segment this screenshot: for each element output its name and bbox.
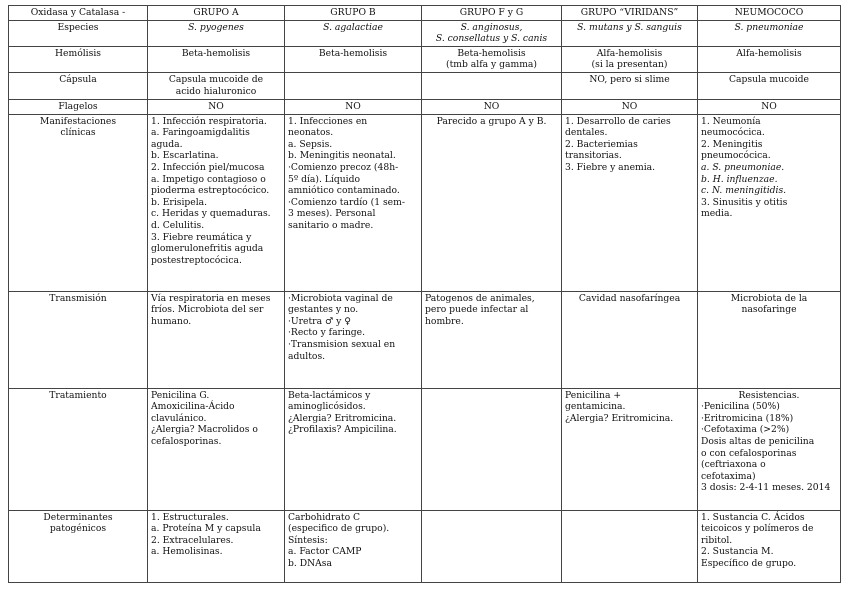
tratamiento-neumococo-title: Resistencias. bbox=[738, 389, 800, 401]
tratamiento-a bbox=[148, 388, 285, 510]
manifestaciones-row bbox=[9, 114, 841, 291]
transmision-b-line: adultos. bbox=[288, 350, 326, 362]
manifestaciones-viridans-line: 1. Desarrollo de caries bbox=[565, 115, 671, 127]
manifestaciones-neumococo-line: media. bbox=[701, 208, 733, 220]
capsula-label: Cápsula bbox=[9, 72, 148, 99]
transmision-b-line: ·Transmision sexual en bbox=[288, 338, 396, 350]
especies-b: S. agalactiae bbox=[285, 20, 422, 46]
manifestaciones-b bbox=[285, 114, 422, 291]
hemolisis-label: Hemólisis bbox=[9, 46, 148, 72]
flagelos-b: NO bbox=[285, 99, 422, 114]
especies-a: S. pyogenes bbox=[148, 20, 285, 46]
flagelos-a: NO bbox=[148, 99, 285, 114]
hemolisis-row bbox=[9, 46, 841, 72]
determinantes-a-line: 2. Extracelulares. bbox=[151, 534, 234, 546]
transmision-fg-line: pero puede infectar al bbox=[425, 304, 529, 316]
determinantes-neumococo-line: 1. Sustancia C. Ácidos bbox=[701, 511, 805, 523]
hemolisis-fg-line-1: Beta-hemolisis bbox=[457, 47, 526, 59]
flagelos-neumococo: NO bbox=[698, 99, 841, 114]
hemolisis-viridans bbox=[562, 46, 698, 72]
transmision-b bbox=[285, 291, 422, 388]
determinantes-b bbox=[285, 510, 422, 582]
transmision-label: Transmisión bbox=[9, 291, 148, 388]
manifestaciones-b-line: 3 meses). Personal bbox=[288, 208, 376, 220]
manifestaciones-a-line: 3. Fiebre reumática y bbox=[151, 231, 252, 243]
tratamiento-b-line: ¿Profilaxis? Ampicilina. bbox=[288, 424, 397, 436]
flagelos-row bbox=[9, 99, 841, 114]
manifestaciones-a-line: pioderma estreptocócico. bbox=[151, 185, 270, 197]
especies-fg bbox=[422, 20, 562, 46]
determinantes-label-line-2: patogénicos bbox=[49, 523, 107, 535]
tratamiento-a-line: Amoxicilina-Ácido bbox=[151, 401, 235, 413]
especies-fg-line-2: S. consellatus y S. canis bbox=[435, 33, 548, 45]
manifestaciones-a-line: a. Faringoamigdalitis bbox=[151, 127, 250, 139]
flagelos-label: Flagelos bbox=[9, 99, 148, 114]
capsula-a-line-2: acido hialuronico bbox=[175, 85, 257, 97]
especies-row bbox=[9, 20, 841, 46]
tratamiento-b-line: Beta-lactámicos y bbox=[288, 389, 371, 401]
hemolisis-fg-line-2: (tmb alfa y gamma) bbox=[446, 59, 537, 71]
determinantes-b-line: Síntesis: bbox=[288, 534, 328, 546]
transmision-b-line: ·Microbiota vaginal de bbox=[288, 292, 393, 304]
manifestaciones-b-line: sanitario o madre. bbox=[288, 219, 374, 231]
transmision-a bbox=[148, 291, 285, 388]
manifestaciones-viridans-line: 2. Bacteriemias bbox=[565, 138, 638, 150]
hemolisis-viridans-line-2: (si la presentan) bbox=[591, 59, 668, 71]
header-group-b: GRUPO B bbox=[285, 6, 422, 21]
tratamiento-viridans bbox=[562, 388, 698, 510]
tratamiento-viridans-line: ¿Alergia? Eritromicina. bbox=[565, 412, 674, 424]
capsula-row bbox=[9, 72, 841, 99]
determinantes-row bbox=[9, 510, 841, 582]
tratamiento-neumococo-line: ·Cefotaxima (>2%) bbox=[701, 424, 790, 436]
manifestaciones-neumococo-line: c. N. meningitidis. bbox=[701, 185, 787, 197]
capsula-b bbox=[285, 72, 422, 99]
especies-fg-line-1: S. anginosus, bbox=[460, 21, 523, 33]
manifestaciones-a bbox=[148, 114, 285, 291]
transmision-fg bbox=[422, 291, 562, 388]
tratamiento-b bbox=[285, 388, 422, 510]
manifestaciones-fg: Parecido a grupo A y B. bbox=[422, 114, 562, 291]
especies-neumococo: S. pneumoniae bbox=[698, 20, 841, 46]
tratamiento-neumococo-line: o con cefalosporinas bbox=[701, 447, 797, 459]
determinantes-label-line-1: Determinantes bbox=[43, 511, 113, 523]
tratamiento-neumococo-line: Dosis altas de penicilina bbox=[701, 435, 815, 447]
manifestaciones-b-line: a. Sepsis. bbox=[288, 138, 333, 150]
especies-viridans: S. mutans y S. sanguis bbox=[562, 20, 698, 46]
determinantes-viridans bbox=[562, 510, 698, 582]
determinantes-b-line: b. DNAsa bbox=[288, 557, 332, 569]
determinantes-neumococo bbox=[698, 510, 841, 582]
manifestaciones-b-line: 1. Infecciones en bbox=[288, 115, 368, 127]
manifestaciones-viridans-line: dentales. bbox=[565, 127, 608, 139]
manifestaciones-b-line: amniótico contaminado. bbox=[288, 185, 400, 197]
tratamiento-label: Tratamiento bbox=[9, 388, 148, 510]
hemolisis-a: Beta-hemolisis bbox=[148, 46, 285, 72]
tratamiento-a-line: cefalosporinas. bbox=[151, 435, 222, 447]
determinantes-a-line: a. Proteína M y capsula bbox=[151, 523, 261, 535]
transmision-a-line: humano. bbox=[151, 315, 192, 327]
manifestaciones-a-line: 2. Infección piel/mucosa bbox=[151, 161, 265, 173]
determinantes-neumococo-line: Específico de grupo. bbox=[701, 557, 797, 569]
header-group-viridans: GRUPO “VIRIDANS” bbox=[562, 6, 698, 21]
streptococcus-comparison-sheet bbox=[8, 5, 840, 594]
transmision-neumococo-line-1: Microbiota de la bbox=[730, 292, 808, 304]
manifestaciones-viridans bbox=[562, 114, 698, 291]
tratamiento-neumococo bbox=[698, 388, 841, 510]
tratamiento-viridans-line: Penicilina + bbox=[565, 389, 622, 401]
manifestaciones-a-line: postestreptocócica. bbox=[151, 254, 242, 266]
tratamiento-viridans-line: gentamicina. bbox=[565, 401, 626, 413]
determinantes-b-line: (especifico de grupo). bbox=[288, 523, 390, 535]
transmision-b-line: ·Uretra ♂ y ♀ bbox=[288, 315, 351, 327]
header-group-a: GRUPO A bbox=[148, 6, 285, 21]
determinantes-b-line: Carbohidrato C bbox=[288, 511, 361, 523]
manifestaciones-neumococo-line: neumocócica. bbox=[701, 127, 765, 139]
manifestaciones-neumococo-line: a. S. pneumoniae. bbox=[701, 161, 785, 173]
manifestaciones-label bbox=[9, 114, 148, 291]
manifestaciones-a-line: b. Escarlatina. bbox=[151, 150, 219, 162]
tratamiento-b-line: aminoglicósidos. bbox=[288, 401, 366, 413]
manifestaciones-a-line: 1. Infección respiratoria. bbox=[151, 115, 267, 127]
flagelos-fg: NO bbox=[422, 99, 562, 114]
tratamiento-neumococo-line: ·Penicilina (50%) bbox=[701, 401, 780, 413]
capsula-neumococo: Capsula mucoide bbox=[698, 72, 841, 99]
determinantes-neumococo-line: 2. Sustancia M. bbox=[701, 546, 774, 558]
tratamiento-neumococo-line: ·Eritromicina (18%) bbox=[701, 412, 794, 424]
transmision-neumococo bbox=[698, 291, 841, 388]
manifestaciones-b-line: ·Comienzo precoz (48h- bbox=[288, 161, 399, 173]
manifestaciones-neumococo-line: 1. Neumonía bbox=[701, 115, 761, 127]
manifestaciones-a-line: d. Celulitis. bbox=[151, 219, 205, 231]
manifestaciones-a-line: b. Erisipela. bbox=[151, 196, 208, 208]
transmision-fg-line: Patogenos de animales, bbox=[425, 292, 535, 304]
tratamiento-fg bbox=[422, 388, 562, 510]
manifestaciones-a-line: c. Heridas y quemaduras. bbox=[151, 208, 271, 220]
manifestaciones-b-line: ·Comienzo tardío (1 sem- bbox=[288, 196, 405, 208]
manifestaciones-a-line: a. Impetigo contagioso o bbox=[151, 173, 266, 185]
tratamiento-row bbox=[9, 388, 841, 510]
streptococcus-comparison-table bbox=[8, 5, 841, 583]
transmision-a-line: Vía respiratoria en meses bbox=[151, 292, 271, 304]
tratamiento-b-line: ¿Alergia? Eritromicina. bbox=[288, 412, 397, 424]
manifestaciones-label-line-2: clínicas bbox=[60, 127, 96, 139]
transmision-neumococo-line-2: nasofaringe bbox=[741, 304, 797, 316]
tratamiento-a-line: ¿Alergia? Macrolidos o bbox=[151, 424, 258, 436]
transmision-a-line: fríos. Microbiota del ser bbox=[151, 304, 264, 316]
flagelos-viridans: NO bbox=[562, 99, 698, 114]
capsula-viridans: NO, pero si slime bbox=[562, 72, 698, 99]
hemolisis-viridans-line-1: Alfa-hemolisis bbox=[596, 47, 663, 59]
manifestaciones-viridans-line: 3. Fiebre y anemia. bbox=[565, 161, 656, 173]
manifestaciones-a-line: aguda. bbox=[151, 138, 183, 150]
header-group-neumococo: NEUMOCOCO bbox=[698, 6, 841, 21]
manifestaciones-b-line: neonatos. bbox=[288, 127, 334, 139]
transmision-fg-line: hombre. bbox=[425, 315, 464, 327]
capsula-fg bbox=[422, 72, 562, 99]
manifestaciones-a-line: glomerulonefritis aguda bbox=[151, 243, 264, 255]
tratamiento-a-line: clavulánico. bbox=[151, 412, 207, 424]
determinantes-a bbox=[148, 510, 285, 582]
manifestaciones-label-line-1: Manifestaciones bbox=[39, 115, 117, 127]
hemolisis-fg bbox=[422, 46, 562, 72]
manifestaciones-viridans-line: transitorias. bbox=[565, 150, 622, 162]
determinantes-label bbox=[9, 510, 148, 582]
tratamiento-neumococo-line: cefotaxima) bbox=[701, 470, 756, 482]
manifestaciones-neumococo-line: 2. Meningitis bbox=[701, 138, 763, 150]
capsula-a-line-1: Capsula mucoide de bbox=[168, 73, 264, 85]
tratamiento-neumococo-line: 3 dosis: 2-4-11 meses. 2014 bbox=[701, 482, 831, 494]
manifestaciones-neumococo-line: b. H. influenzae. bbox=[701, 173, 778, 185]
header-group-fg: GRUPO F y G bbox=[422, 6, 562, 21]
determinantes-a-line: 1. Estructurales. bbox=[151, 511, 229, 523]
especies-label: Especies bbox=[9, 20, 148, 46]
manifestaciones-neumococo-line: pneumocócica. bbox=[701, 150, 771, 162]
transmision-row bbox=[9, 291, 841, 388]
tratamiento-a-line: Penicilina G. bbox=[151, 389, 210, 401]
transmision-b-line: ·Recto y faringe. bbox=[288, 327, 366, 339]
manifestaciones-neumococo bbox=[698, 114, 841, 291]
determinantes-b-line: a. Factor CAMP bbox=[288, 546, 362, 558]
transmision-viridans: Cavidad nasofaríngea bbox=[562, 291, 698, 388]
manifestaciones-b-line: b. Meningitis neonatal. bbox=[288, 150, 396, 162]
hemolisis-neumococo: Alfa-hemolisis bbox=[698, 46, 841, 72]
header-corner-cell: Oxidasa y Catalasa - bbox=[9, 6, 148, 21]
manifestaciones-neumococo-line: 3. Sinusitis y otitis bbox=[701, 196, 788, 208]
header-row bbox=[9, 6, 841, 21]
determinantes-fg bbox=[422, 510, 562, 582]
manifestaciones-b-line: 5º día). Líquido bbox=[288, 173, 360, 185]
transmision-b-line: gestantes y no. bbox=[288, 304, 359, 316]
capsula-a bbox=[148, 72, 285, 99]
determinantes-a-line: a. Hemolisinas. bbox=[151, 546, 223, 558]
tratamiento-neumococo-line: (ceftriaxona o bbox=[701, 459, 766, 471]
determinantes-neumococo-line: ribitol. bbox=[701, 534, 733, 546]
hemolisis-b: Beta-hemolisis bbox=[285, 46, 422, 72]
determinantes-neumococo-line: teicoicos y polímeros de bbox=[701, 523, 814, 535]
